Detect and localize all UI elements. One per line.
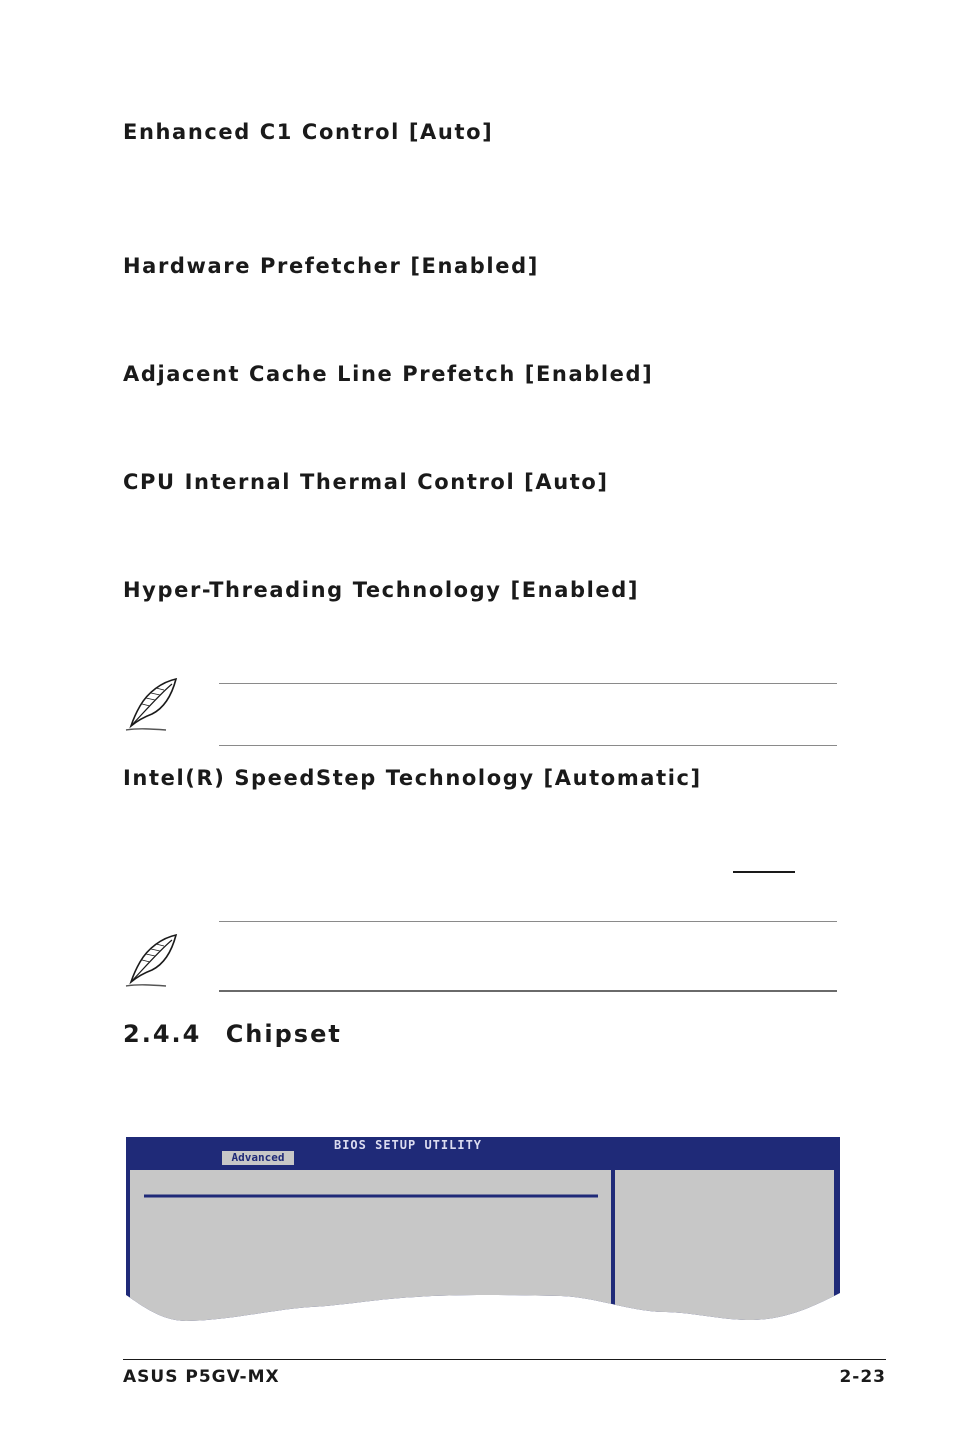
footer-page-number: 2-23 <box>839 1367 886 1387</box>
note-bottom-rule <box>219 990 837 992</box>
feather-note-icon <box>122 932 180 990</box>
heading-cpu-internal-thermal-control: CPU Internal Thermal Control [Auto] <box>123 470 609 494</box>
note-top-rule <box>219 921 837 922</box>
bios-title: BIOS SETUP UTILITY <box>333 1138 483 1152</box>
note-bottom-rule <box>219 745 837 746</box>
bios-screenshot <box>126 1137 840 1323</box>
heading-intel-speedstep-technology: Intel(R) SpeedStep Technology [Automatic] <box>123 766 702 790</box>
heading-enhanced-c1-control: Enhanced C1 Control [Auto] <box>123 120 494 144</box>
text-underline-mark <box>733 871 795 873</box>
section-title-chipset: 2.4.4 Chipset <box>123 1020 342 1048</box>
bios-tab-advanced[interactable]: Advanced <box>222 1151 294 1165</box>
heading-hyper-threading-technology: Hyper-Threading Technology [Enabled] <box>123 578 640 602</box>
note-top-rule <box>219 683 837 684</box>
bios-panels <box>126 1137 840 1323</box>
footer-product-name: ASUS P5GV-MX <box>123 1367 280 1387</box>
heading-hardware-prefetcher: Hardware Prefetcher [Enabled] <box>123 254 539 278</box>
feather-note-icon <box>122 676 180 734</box>
heading-adjacent-cache-line-prefetch: Adjacent Cache Line Prefetch [Enabled] <box>123 362 654 386</box>
footer-rule <box>123 1359 886 1360</box>
